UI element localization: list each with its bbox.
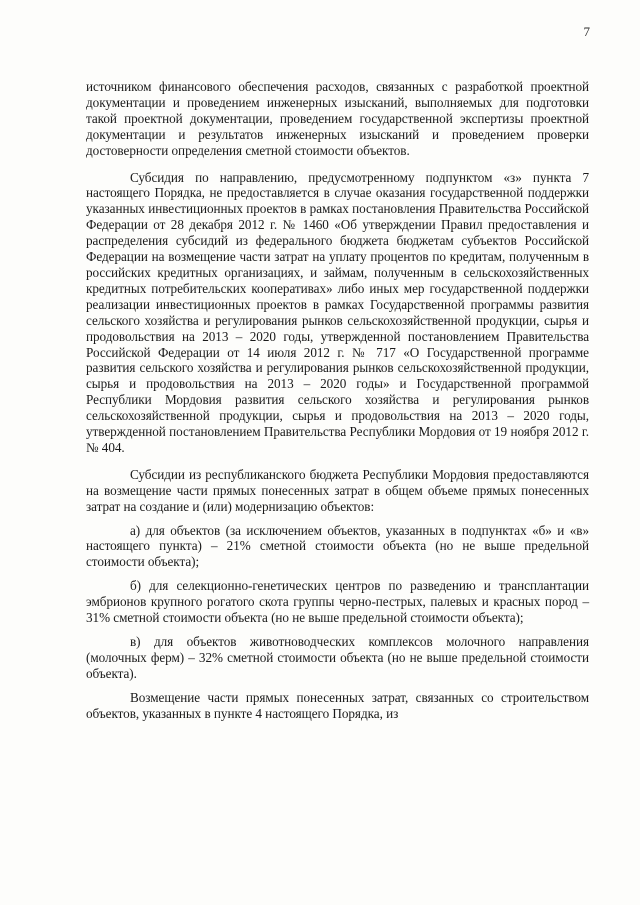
paragraph-gap [86,515,589,523]
paragraph-gap [86,570,589,578]
list-item-c: в) для объектов животноводческих комплексов молочного направления (молочных ферм) – 32% сметной стоимости объекта (но не выше предельной стоимости объекта). [86,634,589,681]
paragraph-funding-source: источником финансового обеспечения расходов, связанных с разработкой проектной документации и проведением инженерных изысканий, выполняемых для подготовки такой проектной документации, проведением государственной экспертизы проектной документации и результатов инженерных изысканий и проведением проверки достоверности определения сметной стоимости объектов. [86,79,589,158]
paragraph-gap [86,626,589,634]
paragraph-gap [86,456,589,467]
paragraph-subsidy-exclusion: Субсидия по направлению, предусмотренному подпунктом «з» пункта 7 настоящего Порядка, не предоставляется в случае оказания государственной поддержки указанных инвестиционных проектов в рамках постановления Правительства Российской Федерации от 28 декабря 2012 г. № 1460 «Об утверждении Правил предоставления и распределения субсидий из федерального бюджета бюджетам субъектов Российской Федерации на возмещение части затрат на уплату процентов по кредитам, полученным в российских кредитных организациях, и займам, полученным в сельскохозяйственных кредитных потребительских кооперативах» либо иных мер государственной поддержки реализации инвестиционных проектов в рамках Государственной программы развития сельского хозяйства и регулирования рынков сельскохозяйственной продукции, сырья и продовольствия на 2013 – 2020 годы, утвержденной постановлением Правительства Российской Федерации от 14 июля 2012 г. № 717 «О Государственной программе развития сельского хозяйства и регулирования рынков сельскохозяйственной продукции, сырья и продовольствия на 2013 – 2020 годы» и Государственной программой Республики Мордовия развития сельского хозяйства и регулирования рынков сельскохозяйственной продукции, сырья и продовольствия на 2013 – 2020 годы, утвержденной постановлением Правительства Республики Мордовия от 19 ноября 2012 г. № 404. [86,169,589,455]
paragraph-reimbursement: Возмещение части прямых понесенных затрат, связанных со строительством объектов, указанных в пункте 4 настоящего Порядка, из [86,689,589,721]
list-item-a: а) для объектов (за исключением объектов, указанных в подпунктах «б» и «в» настоящего пункта) – 21% сметной стоимости объекта (но не выше предельной стоимости объекта); [86,522,589,570]
paragraph-gap [86,159,589,170]
document-body [86,79,589,722]
page-number: 7 [583,24,590,39]
paragraph-gap [86,682,589,690]
list-item-b: б) для селекционно-генетических центров по разведению и трансплантации эмбрионов крупного рогатого скота группы черно-пестрых, палевых и красных пород – 31% сметной стоимости объекта (но не выше предельной стоимости объекта); [86,578,589,626]
paragraph-subsidy-provision: Субсидии из республиканского бюджета Республики Мордовия предоставляются на возмещение части прямых понесенных затрат в общем объеме прямых понесенных затрат на создание и (или) модернизацию объектов: [86,466,589,514]
